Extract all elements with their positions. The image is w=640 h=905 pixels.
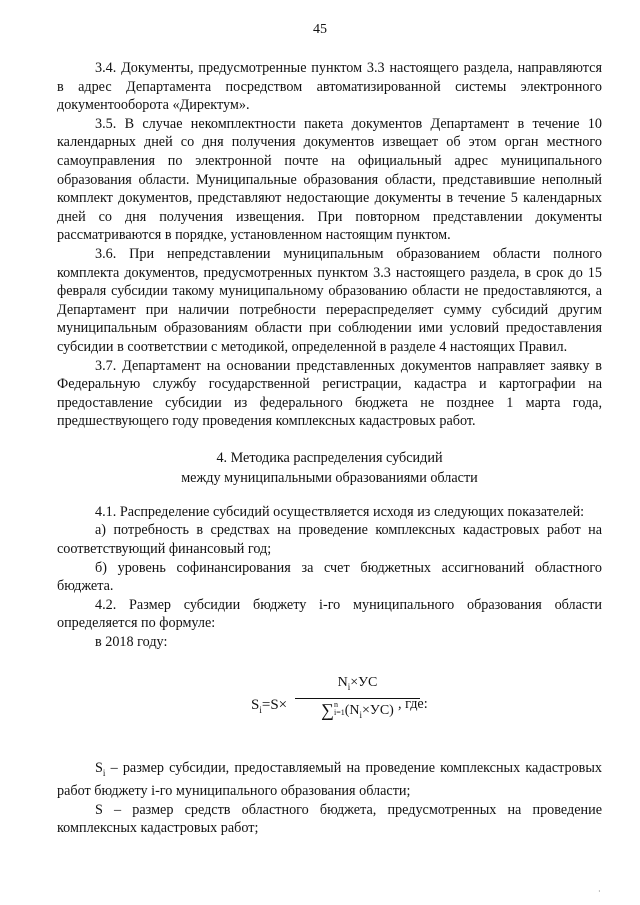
definition-s: S – размер средств областного бюджета, предусмотренных на проведение комплексных кадастровых работ; — [57, 801, 602, 837]
paragraph-4-2: 4.2. Размер субсидии бюджету i-го муниципального образования области определяется по формуле: — [57, 596, 602, 632]
definition-si: $S_i$ – размер субсидии, предоставляемый на проведение комплексных кадастровых работ бюджету i-го муниципального образования области; — [57, 759, 602, 800]
paragraph-4-1-a: а) потребность в средствах на проведение комплексных кадастровых работ на соответствующий финансовый год; — [57, 522, 602, 558]
formula-denominator: ∑n $i=1(N_i\times УС)$ — [321, 700, 394, 721]
sigma-symbol: ∑ — [321, 700, 334, 721]
formula-where: , где: — [398, 695, 428, 712]
subsidy-formula — [57, 668, 602, 743]
page-number: 45 — [313, 22, 327, 37]
paragraph-4-1: 4.1. Распределение субсидий осуществляется исходя из следующих показателей: — [95, 503, 585, 520]
section-heading-line1: 4. Методика распределения субсидий — [216, 449, 443, 466]
document-body — [57, 59, 602, 838]
paragraph-4-1-b: б) уровень софинансирования за счет бюджетных ассигнований областного бюджета. — [57, 559, 602, 595]
formula-numerator: $N_i\times УС$ — [295, 674, 420, 699]
paragraph-3-5: 3.5. В случае некомплектности пакета документов Департамент в течение 10 календарных дней со дня получения документов извещает об этом орган местного самоуправления по электронной почте на официальный адрес муниципального образования области. Муниципальные образования области, представившие неполный комплект документов, представляют недостающие документы в течение 5 календарных дней со дня получения извещения. При повторном представлении документы рассматриваются в порядке, установленном настоящим пунктом. — [57, 115, 602, 244]
corner-mark: · — [598, 887, 601, 896]
paragraph-3-7: 3.7. Департамент на основании представленных документов направляет заявку в Федеральную службу государственной регистрации, кадастра и картографии на предоставление субсидии из федерального бюджета не позднее 1 марта года, предшествующего году проведения комплексных кадастровых работ. — [57, 357, 602, 430]
paragraph-3-6: 3.6. При непредставлении муниципальным образованием области полного комплекта документов, предусмотренных пунктом 3.3 настоящего раздела, в срок до 15 февраля субсидии такому муниципальному образованию области не предоставляются, а Департамент при наличии потребности перераспределяет сумму субсидий другим муниципальным образованиям области при соблюдении ими условий предоставления субсидии в соответствии с методикой, определенной в разделе 4 настоящих Правил. — [57, 245, 602, 355]
section-heading — [57, 448, 602, 488]
sigma-limits: n i=1 — [334, 700, 345, 718]
paragraph-3-4: 3.4. Документы, предусмотренные пунктом 3.3 настоящего раздела, направляются в адрес Департамента посредством автоматизированной системы электронного документооборота «Директум». — [57, 60, 602, 114]
paragraph-year-2018: в 2018 году: — [95, 634, 168, 651]
formula-lhs: $S_i=S\times$ — [251, 696, 288, 715]
section-heading-line2: между муниципальными образованиями области — [181, 469, 478, 486]
